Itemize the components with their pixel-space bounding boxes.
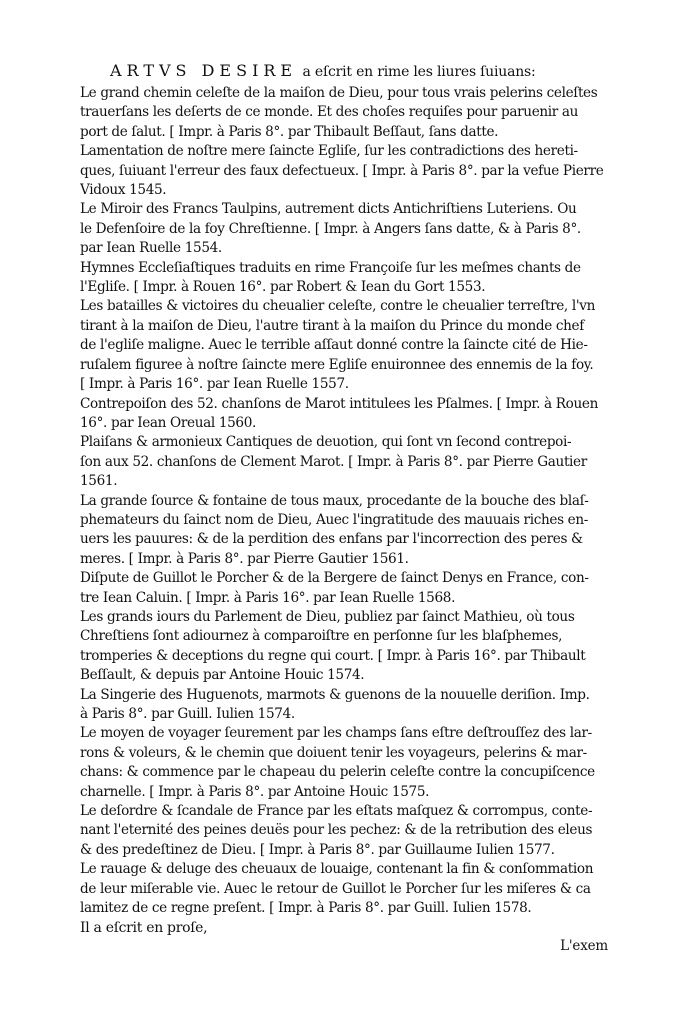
author-name: ARTVS DESIRE bbox=[110, 61, 298, 80]
entry-line: Le grand chemin celeſte de la maiſon de Dieu, pour tous vrais pelerins celeſtes bbox=[80, 85, 598, 101]
entry-line: tromperies & deceptions du regne qui court. [ Impr. à Paris 16°. par Thibault bbox=[80, 647, 586, 664]
closing-line: Il a eſcrit en proſe, bbox=[80, 920, 208, 937]
bibliography-entry bbox=[80, 802, 640, 860]
entry-line: Le moyen de voyager ſeurement par les champs ſans eſtre deſtrouſſez des lar- bbox=[80, 725, 592, 742]
entry-line: de leur miſerable vie. Auec le retour de Guillot le Porcher ſur les miſeres & ca bbox=[80, 880, 591, 897]
entry-line: Hymnes Eccleſiaſtiques traduits en rime Françoiſe ſur les meſmes chants de bbox=[80, 259, 581, 276]
section-heading bbox=[110, 60, 640, 83]
entry-line: Chreſtiens ſont adiournez à comparoiſtre en perſonne ſur les blaſphemes, bbox=[80, 628, 563, 645]
entry-line: Beſſault, & depuis par Antoine Houic 1574. bbox=[80, 667, 365, 684]
bibliography-entry bbox=[80, 686, 640, 725]
entry-line: ruſalem figuree à noſtre ſaincte mere Egliſe enuironnee des ennemis de la foy. bbox=[80, 356, 594, 373]
entry-line: par Iean Ruelle 1554. bbox=[80, 240, 222, 257]
entry-line: le Defenſoire de la foy Chreſtienne. [ Impr. à Angers ſans datte, & à Paris 8°. bbox=[80, 220, 581, 237]
entry-line: nant l'eternité des peines deuës pour les pechez: & de la retribution des eleus bbox=[80, 822, 593, 839]
bibliography-entry bbox=[80, 142, 640, 200]
entry-line: Les grands iours du Parlement de Dieu, publiez par ſainct Mathieu, où tous bbox=[80, 608, 575, 625]
entry-line: chans: & commence par le chapeau du pelerin celeſte contre la concupiſcence bbox=[80, 764, 595, 781]
entry-line: [ Impr. à Paris 16°. par Iean Ruelle 1557. bbox=[80, 376, 349, 393]
entry-line: 16°. par Iean Oreual 1560. bbox=[80, 414, 256, 431]
entry-line: l'Egliſe. [ Impr. à Rouen 16°. par Robert & Iean du Gort 1553. bbox=[80, 279, 486, 296]
entry-line: ſon aux 52. chanſons de Clement Marot. [ Impr. à Paris 8°. par Pierre Gautier bbox=[80, 453, 587, 470]
entry-line: Les batailles & victoires du cheualier celeſte, contre le cheualier terreſtre, l'vn bbox=[80, 298, 595, 315]
entry-line: lamitez de ce regne preſent. [ Impr. à Paris 8°. par Guill. Iulien 1578. bbox=[80, 900, 532, 917]
entry-line: tre Iean Caluin. [ Impr. à Paris 16°. par Iean Ruelle 1568. bbox=[80, 589, 456, 606]
entry-line: 1561. bbox=[80, 473, 118, 490]
entry-line: Diſpute de Guillot le Porcher & de la Bergere de ſainct Denys en France, con- bbox=[80, 570, 589, 587]
bibliography-entry bbox=[80, 259, 640, 298]
entry-line: trauerſans les deſerts de ce monde. Et des choſes requiſes pour paruenir au bbox=[80, 104, 579, 121]
entry-line: de l'egliſe maligne. Auec le terrible aſſaut donné contre la ſaincte cité de Hie- bbox=[80, 337, 588, 354]
entry-line: La grande ſource & fontaine de tous maux, procedante de la bouche des blaſ- bbox=[80, 492, 589, 509]
bibliography-entry bbox=[80, 297, 640, 394]
bibliography-entry bbox=[80, 84, 640, 142]
entry-line: ques, ſuiuant l'erreur des faux defectueux. [ Impr. à Paris 8°. par la vefue Pierre bbox=[80, 162, 604, 179]
bibliography-entry bbox=[80, 569, 640, 608]
entry-line: port de ſalut. [ Impr. à Paris 8°. par Thibault Beſſaut, ſans datte. bbox=[80, 123, 499, 140]
entry-line: Le rauage & deluge des cheuaux de louaige, contenant la fin & conſommation bbox=[80, 861, 594, 878]
entry-line: tirant à la maiſon de Dieu, l'autre tirant à la maiſon du Prince du monde chef bbox=[80, 317, 584, 334]
entry-line: Lamentation de noſtre mere ſaincte Egliſe, ſur les contradictions des hereti- bbox=[80, 143, 578, 160]
bibliography-entry bbox=[80, 724, 640, 802]
bibliography-entry bbox=[80, 433, 640, 491]
catchword: L'exem bbox=[560, 938, 608, 954]
bibliography-list bbox=[80, 84, 640, 918]
heading-text: a eſcrit en rime les liures ſuiuans: bbox=[302, 64, 536, 80]
page-body bbox=[80, 60, 640, 938]
bibliography-entry bbox=[80, 860, 640, 918]
entry-line: Le Miroir des Francs Taulpins, autrement dicts Antichriſtiens Luteriens. Ou bbox=[80, 201, 577, 218]
entry-line: La Singerie des Huguenots, marmots & guenons de la nouuelle deriſion. Imp. bbox=[80, 686, 590, 703]
entry-line: Plaiſans & armonieux Cantiques de deuotion, qui ſont vn ſecond contrepoi- bbox=[80, 434, 572, 451]
entry-line: uers les pauures: & de la perdition des enfans par l'incorrection des peres & bbox=[80, 531, 583, 548]
entry-line: Contrepoiſon des 52. chanſons de Marot intitulees les Pſalmes. [ Impr. à Rouen bbox=[80, 395, 598, 412]
bibliography-entry bbox=[80, 395, 640, 434]
bibliography-entry bbox=[80, 608, 640, 686]
entry-line: phemateurs du ſainct nom de Dieu, Auec l'ingratitude des mauuais riches en- bbox=[80, 511, 589, 528]
entry-line: & des predeſtinez de Dieu. [ Impr. à Paris 8°. par Guillaume Iulien 1577. bbox=[80, 841, 555, 858]
entry-line: à Paris 8°. par Guill. Iulien 1574. bbox=[80, 706, 295, 722]
entry-line: Vidoux 1545. bbox=[80, 182, 167, 199]
entry-line: charnelle. [ Impr. à Paris 8°. par Antoine Houic 1575. bbox=[80, 783, 430, 800]
bibliography-entry bbox=[80, 492, 640, 570]
bibliography-entry bbox=[80, 200, 640, 258]
entry-line: rons & voleurs, & le chemin que doiuent tenir les voyageurs, pelerins & mar- bbox=[80, 744, 587, 761]
entry-line: Le deſordre & ſcandale de France par les eſtats maſquez & corrompus, conte- bbox=[80, 803, 593, 820]
entry-line: meres. [ Impr. à Paris 8°. par Pierre Gautier 1561. bbox=[80, 550, 409, 567]
